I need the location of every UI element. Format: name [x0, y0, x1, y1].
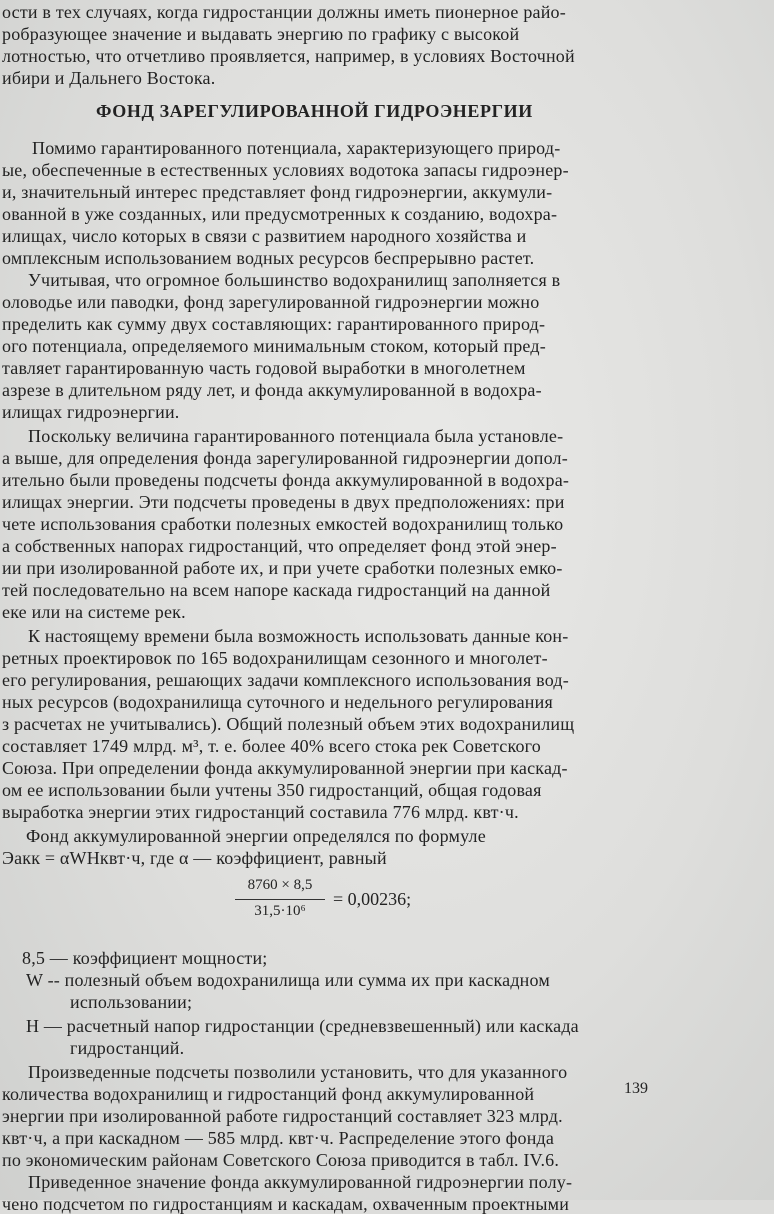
- text-line: робразующее значение и выдавать энергию по графику с высокой: [2, 24, 520, 44]
- formula-denominator: 31,5·10⁶: [254, 903, 306, 919]
- text-line: ые, обеспеченные в естественных условиях водотока запасы гидроэнер-: [2, 160, 569, 180]
- text-line: и, значительный интерес представляет фонд гидроэнергии, аккумули-: [2, 182, 553, 202]
- text-line: лотностью, что отчетливо проявляется, например, в условиях Восточной: [2, 46, 575, 66]
- formula-result: = 0,00236;: [333, 889, 412, 909]
- text-line: Союза. При определении фонда аккумулированной энергии при каскад-: [2, 758, 568, 778]
- definition-line: H — расчетный напор гидростанции (средневзвешенный) или каскада: [26, 1016, 579, 1036]
- text-line: Приведенное значение фонда аккумулированной гидроэнергии полу-: [28, 1172, 573, 1192]
- text-line: пределить как сумму двух составляющих: гарантированного природ-: [2, 314, 546, 334]
- definition-line: использовании;: [70, 992, 193, 1012]
- text-line: ибири и Дальнего Востока.: [2, 68, 216, 88]
- page-number: 139: [624, 1080, 648, 1097]
- definition-line: гидростанций.: [70, 1038, 185, 1058]
- text-line: Фонд аккумулированной энергии определялся по формуле: [26, 826, 486, 846]
- text-line: тавляет гарантированную часть годовой выработки в многолетнем: [2, 358, 526, 378]
- formula-fraction-bar: [235, 899, 325, 900]
- formula-numerator: 8760 × 8,5: [247, 877, 313, 893]
- text-line: чете использования сработки полезных емкостей водохранилищ только: [2, 514, 564, 534]
- text-line: ретных проектировок по 165 водохранилищам сезонного и многолет-: [2, 648, 548, 668]
- text-line: з расчетах не учитывались). Общий полезный объем этих водохранилищ: [2, 714, 575, 734]
- text-line: квт·ч, а при каскадном — 585 млрд. квт·ч. Распределение этого фонда: [2, 1128, 555, 1148]
- text-line: составляет 1749 млрд. м³, т. е. более 40% всего стока рек Советского: [2, 736, 542, 756]
- definition-line: 8,5 — коэффициент мощности;: [22, 948, 268, 968]
- text-line: тей последовательно на всем напоре каскада гидростанций на данной: [2, 580, 551, 600]
- text-line: его регулирования, решающих задачи комплексного использования вод-: [2, 670, 569, 690]
- text-line: Учитывая, что огромное большинство водохранилищ заполняется в: [28, 270, 561, 290]
- definition-line: W -- полезный объем водохранилища или сумма их при каскадном: [26, 970, 550, 990]
- text-line: а собственных напорах гидростанций, что определяет фонд этой энер-: [2, 536, 557, 556]
- text-line: энергии при изолированной работе гидростанций составляет 323 млрд.: [2, 1106, 563, 1126]
- text-line: количества водохранилищ и гидростанций фонд аккумулированной: [2, 1084, 535, 1104]
- text-line: чено подсчетом по гидростанциям и каскадам, охваченным проектными: [2, 1194, 570, 1214]
- text-line: ительно были проведены подсчеты фонда аккумулированной в водохра-: [2, 470, 570, 490]
- text-line: К настоящему времени была возможность использовать данные кон-: [28, 626, 569, 646]
- text-line: ости в тех случаях, когда гидростанции должны иметь пионерное райо-: [2, 2, 566, 22]
- formula-inline: Эакк = αWHквт·ч, где α — коэффициент, равный: [2, 848, 387, 868]
- text-line: Произведенные подсчеты позволили установить, что для указанного: [28, 1062, 568, 1082]
- text-line: Помимо гарантированного потенциала, характеризующего природ-: [32, 138, 561, 158]
- text-line: а выше, для определения фонда зарегулированной гидроэнергии допол-: [2, 448, 568, 468]
- text-line: ованной в уже созданных, или предусмотренных к созданию, водохра-: [2, 204, 558, 224]
- text-line: ных ресурсов (водохранилища суточного и недельного регулирования: [2, 692, 553, 712]
- text-line: оловодье или паводки, фонд зарегулированной гидроэнергии можно: [2, 292, 540, 312]
- text-line: еке или на системе рек.: [2, 602, 186, 622]
- text-line: по экономическим районам Советского Союза приводится в табл. IV.6.: [2, 1150, 560, 1170]
- text-line: азрезе в длительном ряду лет, и фонда аккумулированной в водохра-: [2, 380, 542, 400]
- text-line: выработка энергии этих гидростанций составила 776 млрд. квт·ч.: [2, 802, 519, 822]
- section-heading: ФОНД ЗАРЕГУЛИРОВАННОЙ ГИДРОЭНЕРГИИ: [96, 101, 533, 121]
- text-line: ом ее использовании были учтены 350 гидростанций, общая годовая: [2, 780, 542, 800]
- text-line: ого потенциала, определяемого минимальным стоком, который пред-: [2, 336, 546, 356]
- text-line: омплексным использованием водных ресурсов беспрерывно растет.: [2, 248, 535, 268]
- text-line: илищах энергии. Эти подсчеты проведены в двух предположениях: при: [2, 492, 565, 512]
- text-line: илищах гидроэнергии.: [2, 402, 180, 422]
- text-line: Поскольку величина гарантированного потенциала была установле-: [28, 426, 564, 446]
- text-line: илищах, число которых в связи с развитием народного хозяйства и: [2, 226, 527, 246]
- text-line: ии при изолированной работе их, и при учете сработки полезных емко-: [2, 558, 563, 578]
